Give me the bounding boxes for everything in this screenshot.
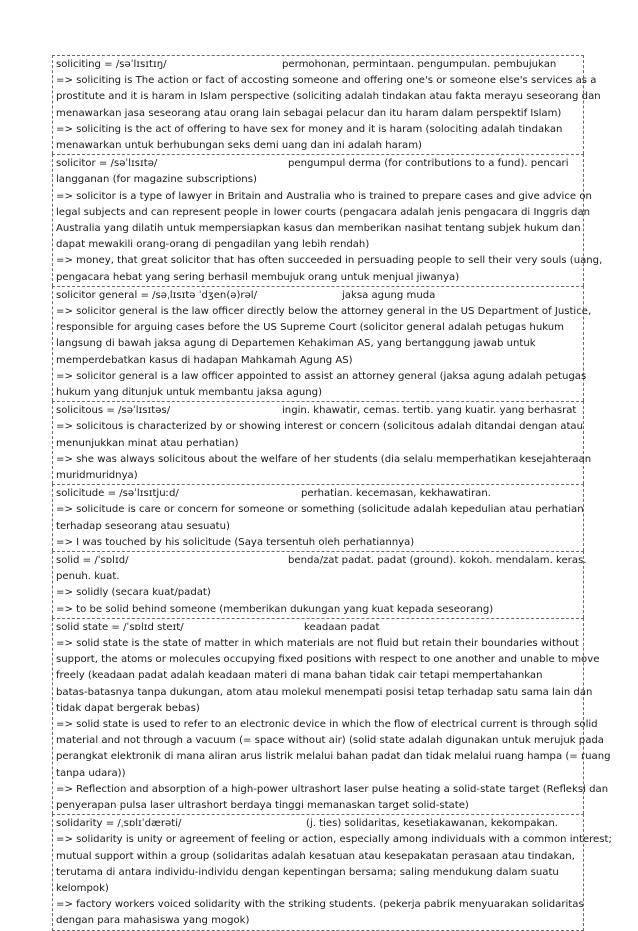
entry-text-line: => soliciting is The action or fact of accosting someone and offering one's or someone else's services as a xyxy=(56,75,597,87)
entry-text-line: pengacara hebat yang sering berhasil membujuk orang untuk menjual jiwanya) xyxy=(56,271,460,283)
entry-text-line: langsung di bawah jaksa agung di Departemen Kehakiman AS, yang bertanggung jawab untuk xyxy=(56,338,536,350)
entry-text-line: legal subjects and can represent people in lower courts (pengacara adalah jenis pengacara di Inggris dan xyxy=(56,206,591,218)
entry-text-line: penyerapan pulsa laser ultrashort berdaya tinggi memanaskan target solid-state) xyxy=(56,800,469,812)
entry-text-line: freely (keadaan padat adalah keadaan materi di mana bahan tidak cair tetapi mempertahankan xyxy=(56,670,543,682)
entry-box xyxy=(52,551,587,618)
entry-headline xyxy=(56,403,581,419)
entry-box xyxy=(52,814,612,930)
entry-text-line: => factory workers voiced solidarity with the striking students. (pekerja pabrik menyuarakan solidaritas xyxy=(56,899,584,911)
entry-text-line: => solid state is used to refer to an electronic device in which the flow of electrical current is through solid xyxy=(56,719,598,731)
entry-headline xyxy=(56,486,581,502)
entry-box xyxy=(52,484,584,551)
entry-term: solid state = /ˈsɒlɪd steɪt/ xyxy=(56,621,184,633)
entry-text-line: langganan (for magazine subscriptions) xyxy=(56,174,257,186)
entry-text-line: kelompok) xyxy=(56,883,109,895)
entry-text-line: perangkat elektronik di mana aliran arus listrik melalui bahan padat dan tidak melalui ruang hampa (= ruang xyxy=(56,751,611,763)
entry-text-line: => solicitude is care or concern for someone or something (solicitude adalah kepedulian atau perhatian xyxy=(56,504,584,516)
dictionary-document xyxy=(52,55,612,931)
entry-meaning: permohonan, permintaan. pengumpulan. pembujukan xyxy=(282,59,557,70)
entry-term: solidarity = /ˌsɒlɪˈdærəti/ xyxy=(56,818,182,830)
entry-text-line: menawarkan jasa seseorang atau orang lain sebagai pelacur dan itu haram dalam perspektif Islam) xyxy=(56,107,562,119)
entry-headline xyxy=(56,57,581,73)
entry-text-line: => solicitor is a type of lawyer in Britain and Australia who is trained to prepare cases and give advice on xyxy=(56,190,592,202)
entry-text-line: material and not through a vacuum (= space without air) (solid state adalah digunakan untuk merujuk pada xyxy=(56,735,604,747)
entry-text-line: => soliciting is the act of offering to have sex for money and it is haram (solociting adalah tindakan xyxy=(56,123,563,135)
entry-box xyxy=(52,55,601,154)
entry-text-line: => to be solid behind someone (memberikan dukungan yang kuat kepada seseorang) xyxy=(56,603,494,615)
entry-text-line: support, the atoms or molecules occupying fixed positions with respect to one another and unable to move xyxy=(56,654,600,666)
entry-meaning: benda/zat padat. padat (ground). kokoh. mendalam. keras. xyxy=(288,555,587,567)
entry-meaning: keadaan padat xyxy=(304,621,380,633)
entry-text-line: penuh. kuat. xyxy=(56,571,120,583)
entry-text-line: => solicitous is characterized by or showing interest or concern (solicitous adalah ditandai dengan atau xyxy=(56,421,584,433)
entry-text-line: => solicitor general is a law officer appointed to assist an attorney general (jaksa agung adalah petugas xyxy=(56,370,587,382)
entry-meaning: jaksa agung muda xyxy=(342,289,436,301)
entry-term: soliciting = /səˈlɪsɪtɪŋ/ xyxy=(56,59,167,70)
entry-term: solicitor general = /səˌlɪsɪtə ˈdʒen(ə)rəl/ xyxy=(56,289,257,301)
entry-box xyxy=(52,618,611,814)
entry-text-line: => money, that great solicitor that has often succeeded in persuading people to sell their very souls (uang, xyxy=(56,255,603,267)
entry-text-line: tanpa udara)) xyxy=(56,767,126,779)
entry-headline xyxy=(56,156,581,172)
entry-text-line: memperdebatkan kasus di hadapan Mahkamah Agung AS) xyxy=(56,354,353,366)
entry-text-line: => solidly (secara kuat/padat) xyxy=(56,587,211,599)
entry-text-line: Australia yang dilatih untuk mempersiapkan kasus dan memberikan nasihat tentang subjek hukum dan xyxy=(56,223,581,234)
entry-text-line: prostitute and it is haram in Islam perspective (soliciting adalah tindakan atau fakta merayu seseorang dan xyxy=(56,91,601,103)
entry-text-line: => she was always solicitous about the welfare of her students (dia selalu memperhatikan kesejahteraan xyxy=(56,453,592,465)
entry-text-line: menunjukkan minat atau perhatian) xyxy=(56,437,239,449)
entry-text-line: => I was touched by his solicitude (Saya tersentuh oleh perhatiannya) xyxy=(56,536,415,548)
entry-text-line: mutual support within a group (solidaritas adalah kesatuan atau kesepakatan perasaan atau tindakan, xyxy=(56,850,575,862)
entry-meaning: (j. ties) solidaritas, kesetiakawanan, kekompakan. xyxy=(306,818,558,830)
entry-text-line: terhadap seseorang atau sesuatu) xyxy=(56,520,230,532)
entry-meaning: ingin. khawatir, cemas. tertib. yang kuatir. yang berhasrat xyxy=(282,405,577,417)
entry-text-line: batas-batasnya tanpa dukungan, atom atau molekul menempati posisi tetap terhadap satu sama lain dan xyxy=(56,686,593,698)
entry-text-line: menawarkan untuk berhubungan seks demi uang dan ini adalah haram) xyxy=(56,140,422,151)
entry-box xyxy=(52,154,603,286)
entry-box xyxy=(52,286,592,401)
entry-term: solicitous = /səˈlɪsɪtəs/ xyxy=(56,405,171,417)
entry-text-line: dapat mewakili orang-orang di pengadilan yang lebih rendah) xyxy=(56,239,370,251)
entry-text-line: dengan para mahasiswa yang mogok) xyxy=(56,915,250,927)
entry-text-line: responsible for arguing cases before the US Supreme Court (solicitor general adalah petugas hukum xyxy=(56,322,564,334)
entry-text-line: => Reflection and absorption of a high-power ultrashort laser pulse heating a solid-state target (Refleksi dan xyxy=(56,783,609,795)
entry-text-line: hukum yang ditunjuk untuk membantu jaksa agung) xyxy=(56,387,323,399)
entry-headline xyxy=(56,288,581,304)
entry-term: solid = /ˈsɒlɪd/ xyxy=(56,555,129,567)
entry-meaning: pengumpul derma (for contributions to a fund). pencari xyxy=(288,158,569,170)
entry-headline xyxy=(56,816,581,832)
entry-text-line: terutama di antara individu-individu dengan kepentingan bersama; saling mendukung dalam suatu xyxy=(56,866,559,878)
entry-term: solicitor = /səˈlɪsɪtə/ xyxy=(56,158,158,170)
entry-text-line: tidak dapat bergerak bebas) xyxy=(56,702,200,714)
entry-headline xyxy=(56,620,581,636)
entry-headline xyxy=(56,553,587,569)
entry-text-line: => solid state is the state of matter in which materials are not fluid but retain their boundaries without xyxy=(56,638,579,649)
entry-box xyxy=(52,401,592,484)
entry-text-line: => solicitor general is the law officer directly below the attorney general in the US Department of Justice, xyxy=(56,306,592,317)
entry-text-line: => solidarity is unity or agreement of feeling or action, especially among individuals with a common interest; xyxy=(56,834,612,846)
entry-term: solicitude = /səˈlɪsɪtjuːd/ xyxy=(56,488,179,500)
entry-text-line: muridmuridnya) xyxy=(56,470,138,482)
entry-meaning: perhatian. kecemasan, kekhawatiran. xyxy=(301,488,491,500)
